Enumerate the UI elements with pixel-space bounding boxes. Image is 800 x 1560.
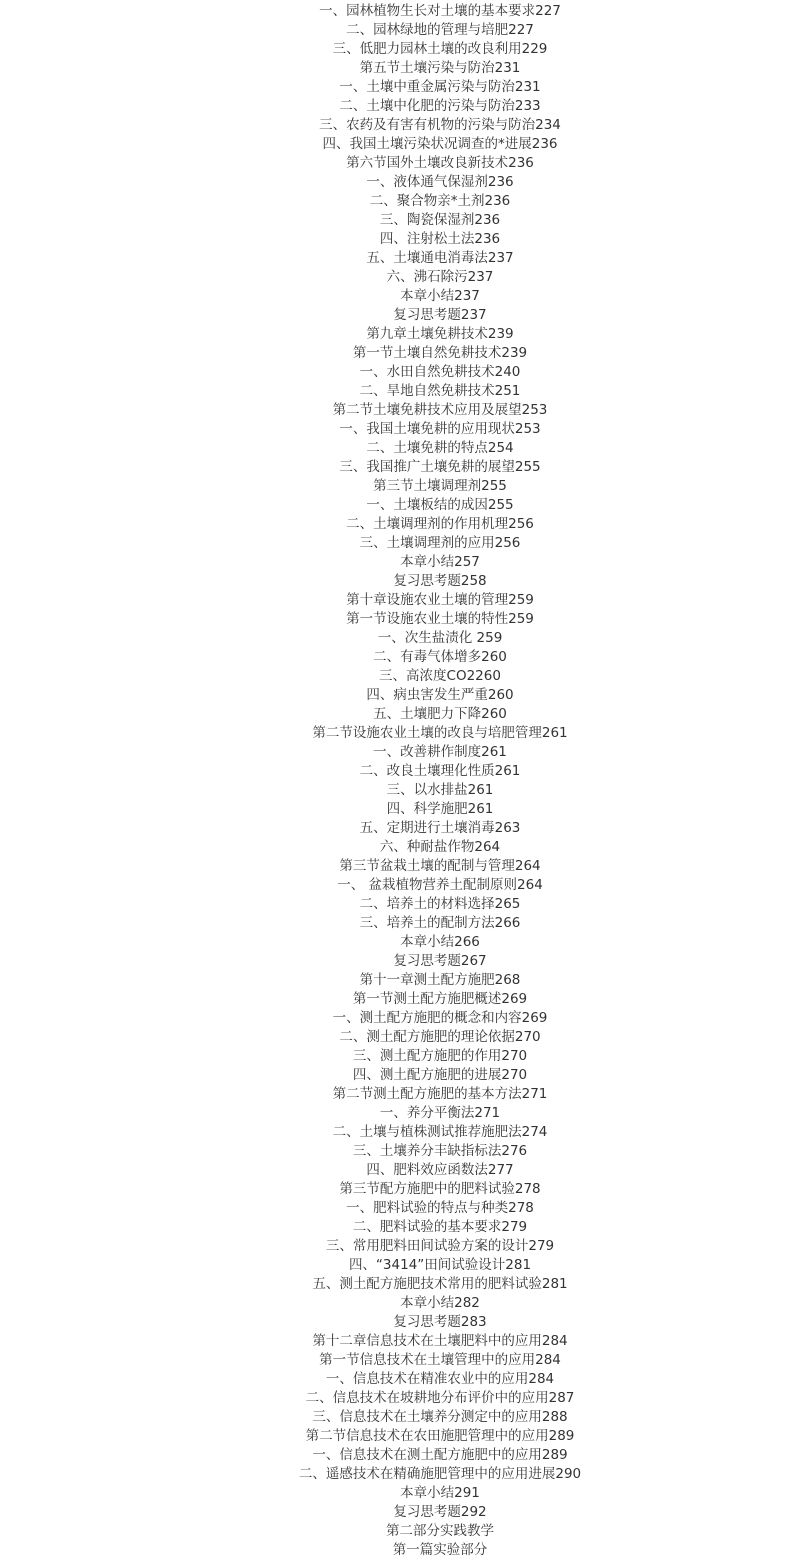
toc-entry: 三、土壤调理剂的应用256	[359, 535, 521, 551]
toc-entry: 第一节土壤自然免耕技术239	[352, 345, 528, 361]
toc-entry: 第十一章测土配方施肥268	[359, 972, 521, 988]
toc-entry: 复习思考题283	[393, 1314, 487, 1330]
toc-entry: 一、土壤板结的成因255	[366, 497, 514, 513]
toc-entry: 第二节测土配方施肥的基本方法271	[332, 1086, 548, 1102]
toc-entry: 三、培养土的配制方法266	[359, 915, 521, 931]
toc-entry: 一、液体通气保湿剂236	[366, 174, 514, 190]
toc-entry: 四、“3414”田间试验设计281	[348, 1257, 532, 1273]
toc-entry: 四、我国土壤污染状况调查的*进展236	[322, 136, 558, 152]
toc-entry: 四、测土配方施肥的进展270	[352, 1067, 528, 1083]
toc-entry: 二、土壤中化肥的污染与防治233	[339, 98, 541, 114]
toc-entry: 二、聚合物亲*土剂236	[369, 193, 511, 209]
toc-entry: 本章小结237	[400, 288, 480, 304]
toc-entry: 第六节国外土壤改良新技术236	[346, 155, 534, 171]
toc-entry: 第三节土壤调理剂255	[373, 478, 507, 494]
toc-entry: 一、土壤中重金属污染与防治231	[339, 79, 541, 95]
toc-entry: 复习思考题292	[393, 1504, 487, 1520]
toc-entry: 第二节信息技术在农田施肥管理中的应用289	[305, 1428, 575, 1444]
toc-entry: 三、测土配方施肥的作用270	[352, 1048, 528, 1064]
toc-entry: 一、 盆栽植物营养土配制原则264	[337, 877, 543, 893]
toc-entry: 三、以水排盐261	[386, 782, 494, 798]
toc-entry: 五、定期进行土壤消毒263	[359, 820, 521, 836]
toc-entry: 二、培养土的材料选择265	[359, 896, 521, 912]
toc-entry: 三、我国推广土壤免耕的展望255	[339, 459, 541, 475]
toc-entry: 第一节测土配方施肥概述269	[352, 991, 528, 1007]
toc-entry: 三、低肥力园林土壤的改良利用229	[332, 41, 548, 57]
toc-entry: 一、改善耕作制度261	[373, 744, 507, 760]
toc-entry: 二、遥感技术在精确施肥管理中的应用进展290	[298, 1466, 582, 1482]
toc-entry: 二、测土配方施肥的理论依据270	[339, 1029, 541, 1045]
toc-entry: 二、改良土壤理化性质261	[359, 763, 521, 779]
toc-entry: 第十二章信息技术在土壤肥料中的应用284	[312, 1333, 568, 1349]
toc-entry: 第三节配方施肥中的肥料试验278	[339, 1181, 541, 1197]
toc-entry: 五、测土配方施肥技术常用的肥料试验281	[312, 1276, 568, 1292]
toc-entry: 三、陶瓷保湿剂236	[379, 212, 501, 228]
toc-entry: 四、肥料效应函数法277	[366, 1162, 514, 1178]
toc-entry: 一、水田自然免耕技术240	[359, 364, 521, 380]
toc-entry: 复习思考题267	[393, 953, 487, 969]
toc-entry: 第九章土壤免耕技术239	[366, 326, 514, 342]
toc-entry: 一、信息技术在精准农业中的应用284	[325, 1371, 555, 1387]
toc-entry: 复习思考题258	[393, 573, 487, 589]
toc-entry: 二、土壤免耕的特点254	[366, 440, 514, 456]
toc-entry: 第二节土壤免耕技术应用及展望253	[332, 402, 548, 418]
toc-entry: 六、沸石除污237	[386, 269, 494, 285]
toc-entry: 五、土壤通电消毒法237	[366, 250, 514, 266]
toc-entry: 第二部分实践教学	[386, 1523, 494, 1539]
toc-entry: 五、土壤肥力下降260	[373, 706, 507, 722]
toc-entry: 本章小结282	[400, 1295, 480, 1311]
toc-entry: 第三节盆栽土壤的配制与管理264	[339, 858, 541, 874]
toc-entry: 四、病虫害发生严重260	[366, 687, 514, 703]
toc-entry: 二、肥料试验的基本要求279	[352, 1219, 528, 1235]
toc-entry: 一、养分平衡法271	[379, 1105, 501, 1121]
toc-entry: 三、高浓度CO2260	[379, 668, 501, 684]
toc-entry: 二、有毒气体增多260	[373, 649, 507, 665]
toc-entry: 一、我国土壤免耕的应用现状253	[339, 421, 541, 437]
toc-entry: 一、肥料试验的特点与种类278	[346, 1200, 534, 1216]
toc-entry: 二、土壤与植株测试推荐施肥法274	[332, 1124, 548, 1140]
toc-entry: 第二节设施农业土壤的改良与培肥管理261	[312, 725, 568, 741]
toc-entry: 三、信息技术在土壤养分测定中的应用288	[312, 1409, 568, 1425]
toc-entry: 一、次生盐渍化 259	[377, 630, 503, 646]
toc-entry: 二、园林绿地的管理与培肥227	[346, 22, 534, 38]
toc-entry: 二、土壤调理剂的作用机理256	[346, 516, 534, 532]
toc-entry: 第一节信息技术在土壤管理中的应用284	[319, 1352, 561, 1368]
toc-entry: 本章小结266	[400, 934, 480, 950]
toc-entry: 复习思考题237	[393, 307, 487, 323]
toc-entry: 三、常用肥料田间试验方案的设计279	[325, 1238, 555, 1254]
toc-entry: 一、测土配方施肥的概念和内容269	[332, 1010, 548, 1026]
toc-entry: 第一篇实验部分	[392, 1542, 488, 1558]
toc-entry: 第五节土壤污染与防治231	[359, 60, 521, 76]
toc-entry: 一、信息技术在测土配方施肥中的应用289	[312, 1447, 568, 1463]
toc-entry: 一、园林植物生长对土壤的基本要求227	[319, 3, 561, 19]
toc-entry: 二、旱地自然免耕技术251	[359, 383, 521, 399]
toc-entry: 本章小结291	[400, 1485, 480, 1501]
toc-entry: 三、农药及有害有机物的污染与防治234	[319, 117, 561, 133]
toc-entry: 四、科学施肥261	[386, 801, 494, 817]
toc-entry: 第十章设施农业土壤的管理259	[346, 592, 534, 608]
toc-entry: 三、土壤养分丰缺指标法276	[352, 1143, 528, 1159]
toc-entry: 第一节设施农业土壤的特性259	[346, 611, 534, 627]
toc-entry: 本章小结257	[400, 554, 480, 570]
toc-entry: 四、注射松土法236	[379, 231, 501, 247]
toc-entry: 二、信息技术在坡耕地分布评价中的应用287	[305, 1390, 575, 1406]
toc-entry: 六、种耐盐作物264	[379, 839, 501, 855]
